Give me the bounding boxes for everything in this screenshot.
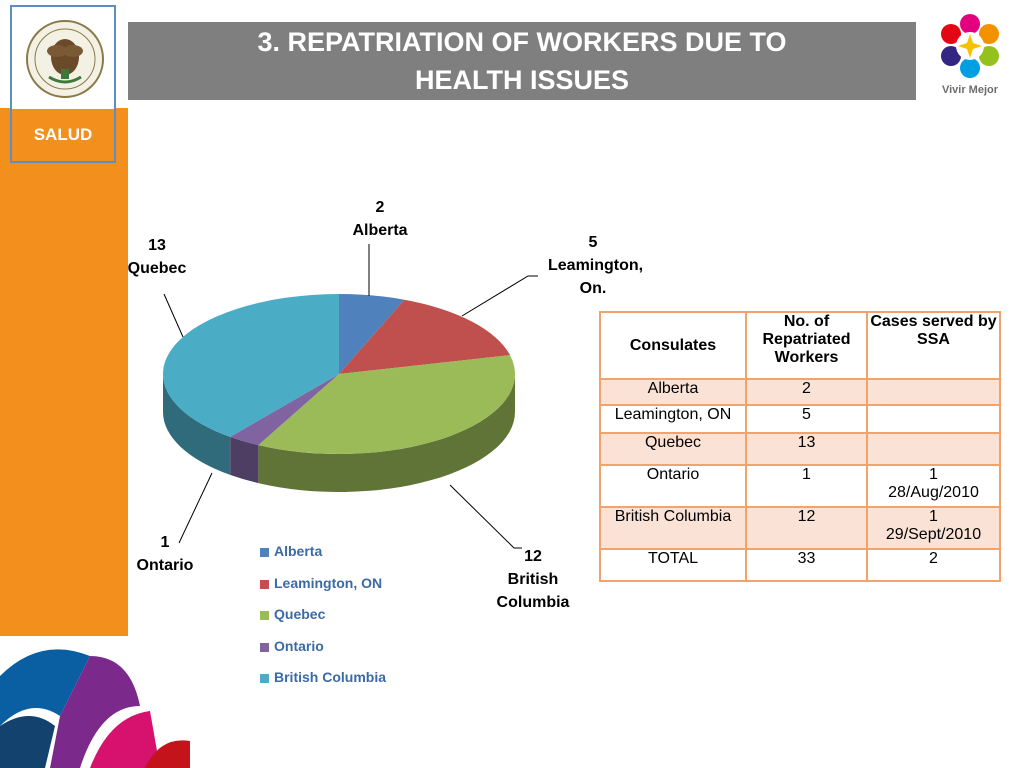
salud-label: SALUD [12, 109, 114, 161]
table-row [600, 379, 1000, 405]
table-cell [867, 549, 1000, 581]
table-row [600, 405, 1000, 433]
leader-line-quebec [164, 294, 183, 337]
column-header: Cases served by SSA [867, 312, 1000, 379]
cell-date: 29/Sept/2010 [885, 526, 982, 543]
table-cell: Quebec [600, 433, 746, 465]
data-label-value: 5 [588, 234, 598, 251]
legend-item [260, 669, 386, 701]
table-cell: Leamington, ON [600, 405, 746, 433]
table-header-row [600, 312, 1000, 379]
data-label-value: 1 [160, 534, 170, 551]
column-header: Consulates [600, 312, 746, 379]
data-label-british-columbia [488, 545, 578, 614]
table-cell [867, 465, 1000, 507]
table-cell: 13 [746, 433, 867, 465]
table-cell: TOTAL [600, 549, 746, 581]
data-label-value: 12 [524, 548, 542, 565]
table-cell: 5 [746, 405, 867, 433]
table-cell: 33 [746, 549, 867, 581]
data-label-name: Ontario [136, 557, 194, 574]
table-cell: British Columbia [600, 507, 746, 549]
column-header: No. of Repatriated Workers [746, 312, 867, 379]
legend-swatch [260, 611, 269, 620]
data-label-name: Alberta [352, 222, 408, 239]
leader-line-british-columbia [450, 485, 522, 548]
legend-swatch [260, 580, 269, 589]
legend-swatch [260, 643, 269, 652]
legend-item [260, 575, 386, 607]
table-cell: 1 [746, 465, 867, 507]
legend-label: Alberta [274, 543, 323, 559]
cell-count: 1 [929, 508, 938, 525]
legend-label: Leamington, ON [274, 574, 383, 591]
legend-item [260, 543, 386, 575]
table-row [600, 433, 1000, 465]
legend-label: British Columbia [274, 669, 387, 685]
data-label-name: British Columbia [496, 571, 570, 611]
data-label-name: Quebec [127, 260, 187, 277]
legend-swatch [260, 674, 269, 683]
table-row [600, 465, 1000, 507]
cell-date: 28/Aug/2010 [888, 484, 979, 501]
table-cell [867, 405, 1000, 433]
leader-line-leamington [462, 276, 538, 316]
table-row [600, 549, 1000, 581]
data-label-quebec [117, 234, 197, 280]
data-label-leamington [533, 231, 653, 300]
legend-label: Ontario [274, 637, 324, 654]
cell-count: 1 [929, 466, 938, 483]
data-label-value: 2 [375, 199, 385, 216]
table-cell: Alberta [600, 379, 746, 405]
legend-swatch [260, 548, 269, 557]
data-label-name: Leamington, On. [548, 257, 644, 297]
data-label-ontario [126, 531, 204, 577]
cell-count: 2 [929, 550, 938, 567]
chart-legend [260, 543, 386, 701]
data-label-alberta [340, 196, 420, 242]
vivir-mejor-label: Vivir Mejor [941, 84, 999, 96]
consulates-table [599, 311, 1001, 582]
legend-item [260, 638, 386, 670]
title-line-1: 3. REPATRIATION OF WORKERS DUE TO [257, 27, 787, 57]
data-label-value: 13 [148, 237, 166, 254]
table-cell [867, 507, 1000, 549]
table-cell [867, 433, 1000, 465]
legend-item [260, 606, 386, 638]
legend-label: Quebec [274, 606, 326, 622]
table-cell: 2 [746, 379, 867, 405]
table-row [600, 507, 1000, 549]
table-cell [867, 379, 1000, 405]
table-cell: Ontario [600, 465, 746, 507]
title-line-2: HEALTH ISSUES [414, 65, 630, 95]
table-cell: 12 [746, 507, 867, 549]
